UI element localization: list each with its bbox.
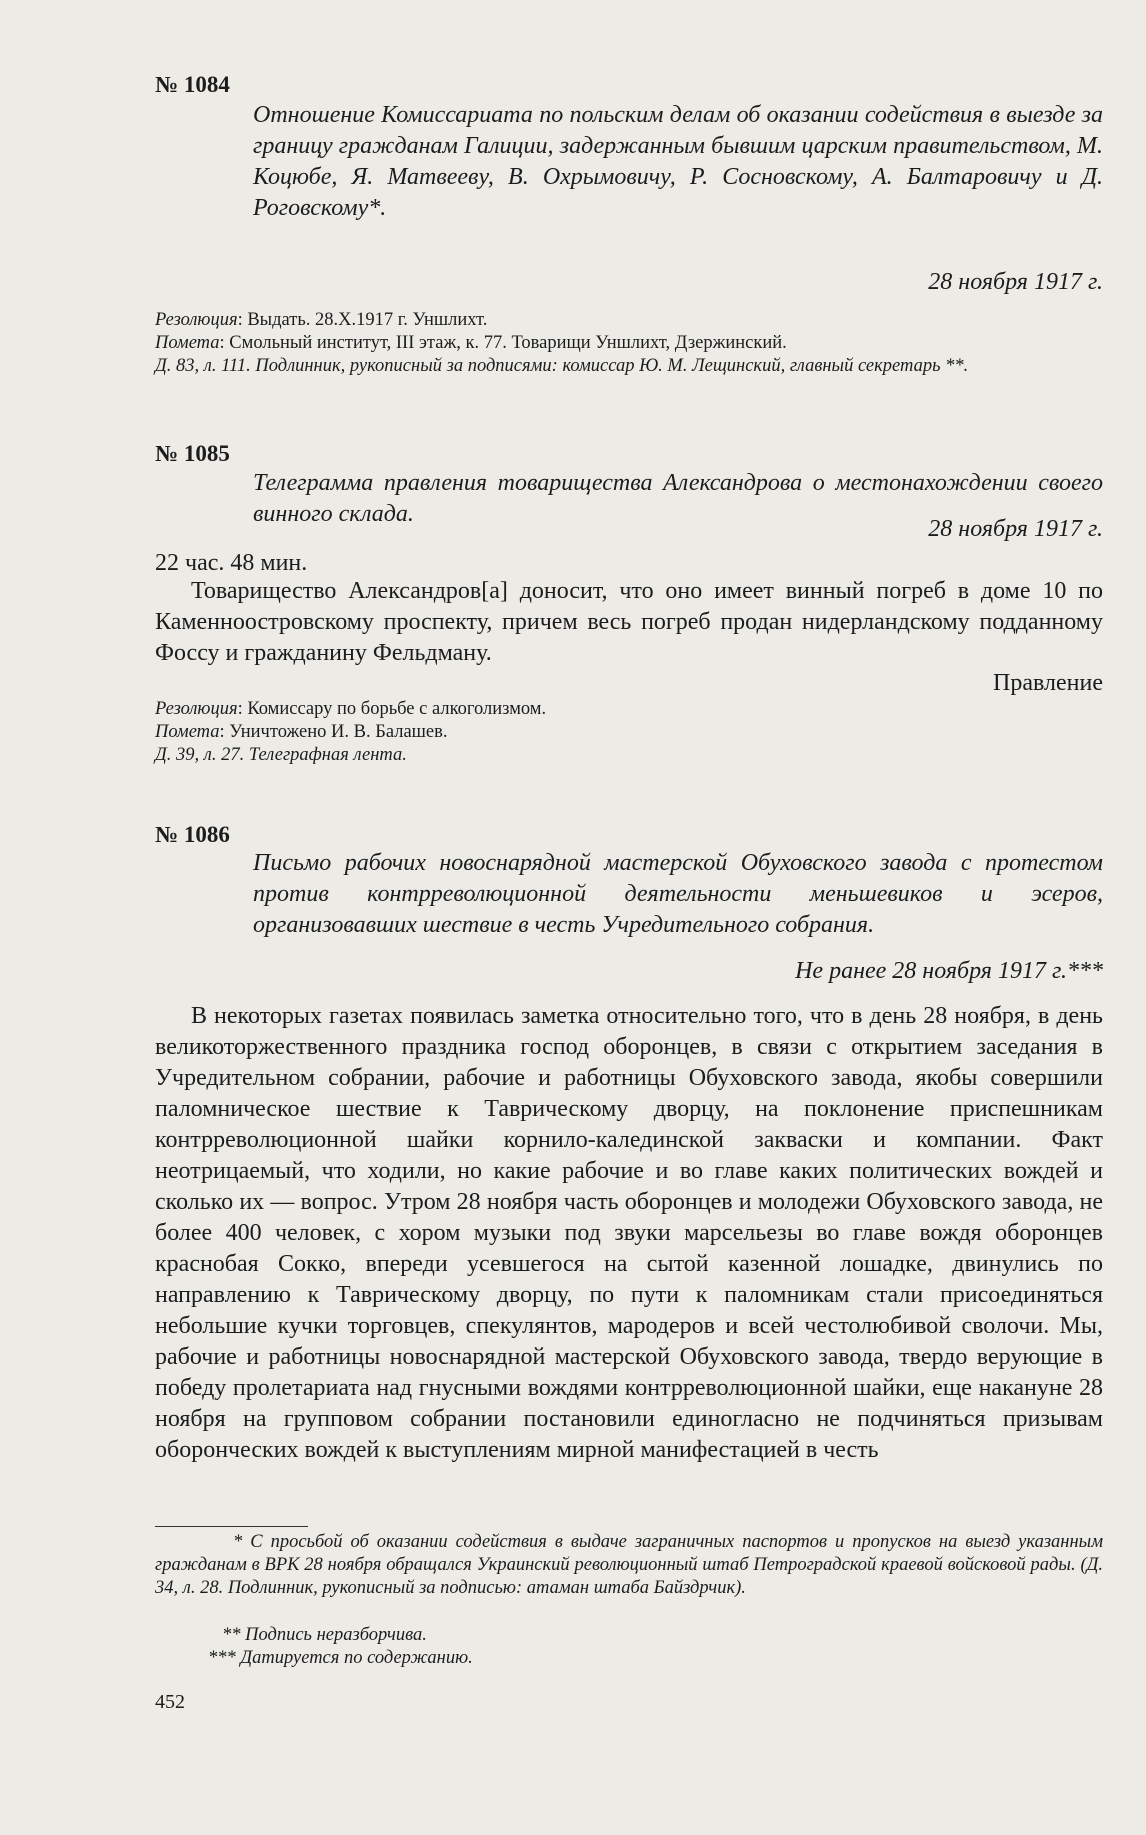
footnote-3: *** Датируется по содержанию.	[208, 1648, 473, 1668]
note-text: : Уничтожено И. В. Балашев.	[219, 722, 448, 742]
doc-1086-body: В некоторых газетах появилась заметка относительно того, что в день 28 ноября, в день великоторжественного праздника господ оборонцев, в связи с открытием заседания в Учредительном собрании, рабочие и работницы Обуховского завода, якобы совершили паломническое шествие к Таврическому дворцу, на поклонение приспешникам контрреволюционной шайки корнило-калединской закваски и компании. Факт неотрицаемый, что ходили, но какие рабочие и во главе каких политических вождей и сколько их — вопрос. Утром 28 ноября часть оборонцев и молодежи Обуховского завода, не более 400 человек, с хором музыки под звуки марсельезы во главе вождя оборонцев краснобая Сокко, впереди усевшегося на сытой казенной лошадке, двинулись по направлению к Таврическому дворцу, по пути к паломникам стали присоединяться небольшие кучки торговцев, спекулянтов, мародеров и всей честолюбивой сволочи. Мы, рабочие и работницы новоснарядной мастерской Обуховского завода, твердо верующие в победу пролетариата над гнусными вождями контрреволюционной шайки, еще накануне 28 ноября на групповом собрании постановили единогласно не подчиняться призывам оборонческих вождей к выступлениям мирной манифестацией в честь	[155, 1003, 1103, 1463]
doc-1084-resolution	[155, 309, 1103, 332]
resolution-label: Резолюция	[155, 699, 238, 719]
doc-1085-title: Телеграмма правления товарищества Александрова о местонахождении своего винного склада.	[253, 470, 1103, 527]
doc-1084-date: 28 ноября 1917 г.	[928, 269, 1103, 295]
doc-1085-body: Товарищество Александров[а] доносит, что оно имеет винный погреб в доме 10 по Каменноостровскому проспекту, причем весь погреб продан нидерландскому подданному Фоссу и гражданину Фельдману.	[155, 578, 1103, 666]
note-label: Помета	[155, 333, 220, 353]
doc-1085-note	[155, 721, 1103, 744]
doc-1086-date: Не ранее 28 ноября 1917 г.***	[795, 958, 1103, 984]
footnote-2: ** Подпись неразборчива.	[222, 1625, 427, 1645]
resolution-text: : Комиссару по борьбе с алкоголизмом.	[237, 699, 547, 719]
doc-1086-title: Письмо рабочих новоснарядной мастерской Обуховского завода с протестом против контрреволюционной деятельности меньшевиков и эсеров, организовавших шествие в честь Учредительного собрания.	[253, 850, 1103, 938]
footnote-divider	[155, 1526, 308, 1527]
doc-1085-number: № 1085	[155, 441, 230, 466]
page-number: 452	[155, 1691, 185, 1713]
note-text: : Смольный институт, III этаж, к. 77. Товарищи Уншлихт, Дзержинский.	[219, 333, 787, 353]
resolution-text: : Выдать. 28.X.1917 г. Уншлихт.	[237, 310, 488, 330]
note-label: Помета	[155, 722, 220, 742]
doc-1084-source: Д. 83, л. 111. Подлинник, рукописный за подписями: комиссар Ю. М. Лещинский, главный секретарь **.	[155, 356, 969, 376]
doc-1086-number: № 1086	[155, 822, 230, 847]
doc-1084-note	[155, 332, 1103, 355]
doc-1084-title: Отношение Комиссариата по польским делам об оказании содействия в выезде за границу гражданам Галиции, задержанным бывшим царским правительством, М. Коцюбе, Я. Матвееву, В. Охрымовичу, Р. Сосновскому, А. Балтаровичу и Д. Роговскому*.	[253, 102, 1103, 221]
doc-1085-source: Д. 39, л. 27. Телеграфная лента.	[155, 745, 407, 765]
doc-1085-signature: Правление	[993, 670, 1103, 696]
doc-1085-date: 28 ноября 1917 г.	[928, 516, 1103, 542]
doc-1084-number: № 1084	[155, 72, 230, 97]
doc-1085-resolution	[155, 698, 1103, 721]
resolution-label: Резолюция	[155, 310, 238, 330]
footnote-1: * С просьбой об оказании содействия в выдаче заграничных паспортов и пропусков на выезд указанным гражданам в ВРК 28 ноября обращался Украинский революционный штаб Петроградской краевой войсковой рады. (Д. 34, л. 28. Подлинник, рукописный за подписью: атаман штаба Байздрчик).	[155, 1532, 1103, 1598]
doc-1085-time: 22 час. 48 мин.	[155, 550, 308, 576]
